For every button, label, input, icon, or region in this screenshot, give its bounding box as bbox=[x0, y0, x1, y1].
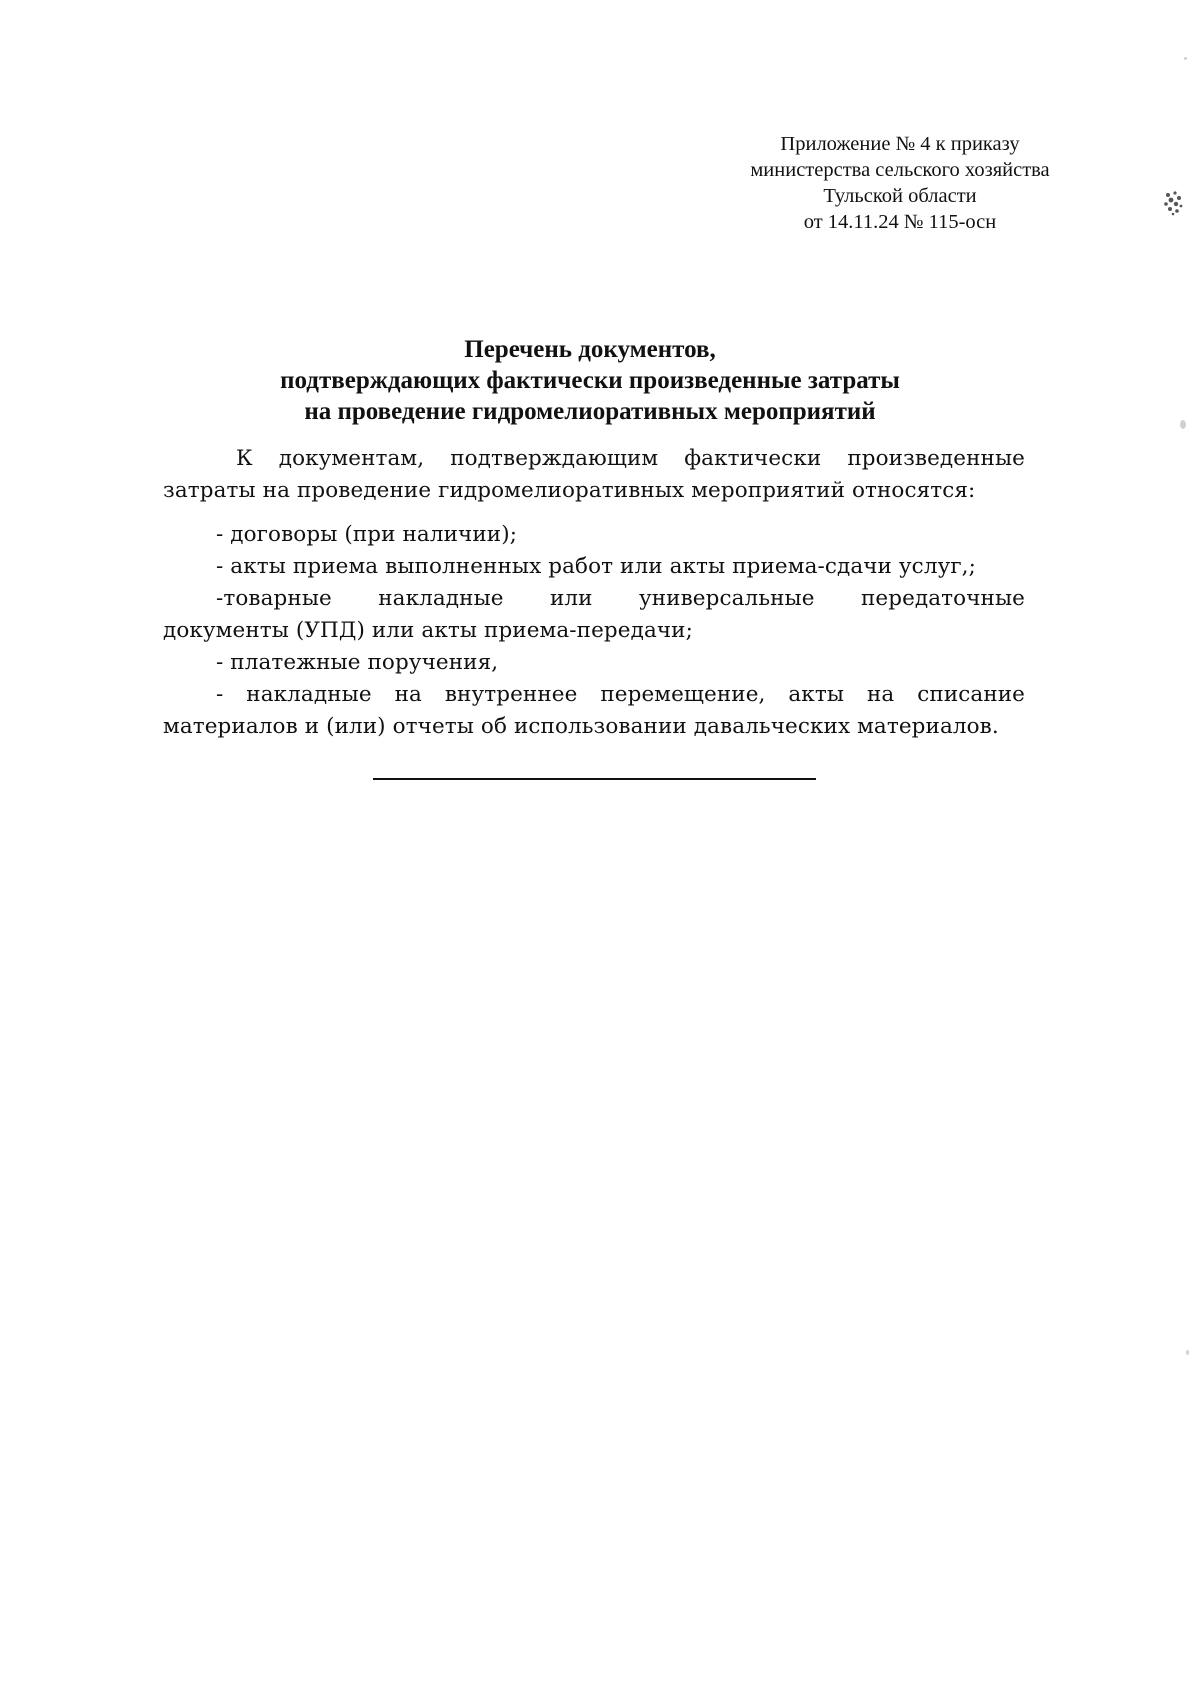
appendix-line-4: от 14.11.24 № 115-осн bbox=[803, 211, 997, 233]
title-line-2: подтверждающих фактически произведенные затраты bbox=[280, 367, 900, 394]
appendix-line-2: министерства сельского хозяйства bbox=[750, 159, 1050, 181]
list-item-continuation: документы (УПД) или акты приема-передачи; bbox=[163, 618, 693, 643]
intro-paragraph: К документам, подтверждающим фактически произведенные затраты на проведение гидромелиоративных мероприятий относятся: bbox=[163, 446, 1025, 503]
list-item: - платежные поручения, bbox=[216, 650, 499, 675]
scan-speck bbox=[1180, 420, 1186, 429]
document-list bbox=[163, 519, 1025, 743]
scan-speck bbox=[1184, 57, 1187, 60]
list-item: - договоры (при наличии); bbox=[216, 522, 518, 547]
document-body bbox=[163, 443, 1025, 743]
list-item: - акты приема выполненных работ или акты приема-сдачи услуг,; bbox=[216, 554, 976, 579]
list-item: -товарные накладные или универсальные передаточные bbox=[216, 586, 1025, 611]
appendix-line-3: Тульской области bbox=[823, 185, 977, 207]
title-line-3: на проведение гидромелиоративных мероприятий bbox=[304, 398, 876, 425]
list-item: - накладные на внутреннее перемещение, акты на списание материалов и (или) отчеты об использовании давальческих материалов. bbox=[163, 682, 1025, 739]
title-line-1: Перечень документов, bbox=[464, 336, 716, 363]
appendix-line-1: Приложение № 4 к приказу bbox=[780, 133, 1020, 155]
seal-fragment-icon bbox=[1162, 190, 1184, 216]
closing-rule bbox=[373, 778, 816, 780]
scan-speck bbox=[1186, 1350, 1189, 1355]
appendix-header bbox=[690, 131, 1110, 235]
document-title bbox=[140, 334, 1040, 427]
